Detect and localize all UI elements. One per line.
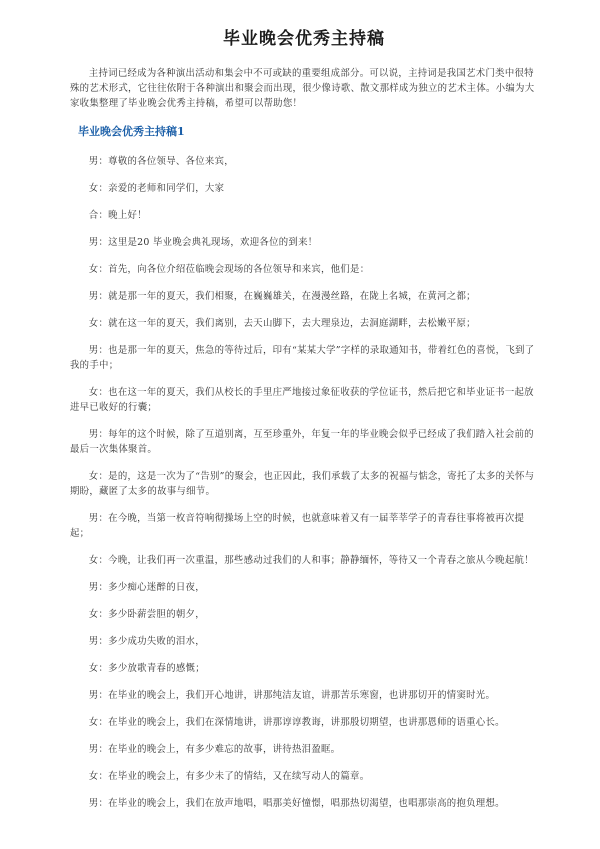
script-line: 男：这里是20 毕业晚会典礼现场，欢迎各位的到来！	[88, 237, 318, 248]
script-line: 男：在毕业的晚会上，我们在放声地唱，唱那美好憧憬，唱那热切渴望，也唱那崇高的抱负理想。	[88, 798, 505, 809]
script-line: 男：在毕业的晚会上，我们开心地讲，讲那纯洁友谊，讲那苦乐寒窗，也讲那切开的情窦时光。	[88, 690, 496, 701]
script-line: 男：多少痴心迷醉的日夜，	[88, 582, 205, 593]
script-line: 女：多少放歌青春的感慨；	[88, 663, 205, 674]
script-line: 女：亲爱的老师和同学们，大家	[88, 183, 225, 194]
script-line: 女：在毕业的晚会上，有多少未了的情结，又在续写动人的篇章。	[88, 771, 370, 782]
script-line: 女：多少卧薪尝胆的朝夕，	[88, 609, 205, 620]
page-title: 毕业晚会优秀主持稿	[223, 29, 385, 49]
script-line: 女：在毕业的晚会上，我们在深情地讲，讲那谆谆教诲，讲那殷切期望，也讲那恩师的语重心长。	[88, 717, 505, 728]
intro-paragraph: 主持词已经成为各种演出活动和集会中不可或缺的重要组成部分。可以说，主持词是我国艺术门类中很特殊的艺术形式，它往往依附于各种演出和聚会而出现，很少像诗歌、散文那样成为独立的艺术主体。小编为大家收集整理了毕业晚会优秀主持稿，希望可以帮助您！	[70, 68, 535, 109]
script-line: 女：今晚，让我们再一次重温，那些感动过我们的人和事；静静缅怀，等待又一个青春之旅从今晚起航！	[88, 555, 534, 566]
script-line: 男：在今晚，当第一枚音符响彻操场上空的时候，也就意味着又有一届莘莘学子的青春往事将被再次提起；	[70, 513, 525, 539]
script-line: 女：也在这一年的夏天，我们从校长的手里庄严地接过象征收获的学位证书，然后把它和毕业证书一起放进早已收好的行囊；	[70, 387, 534, 413]
script-line: 男：也是那一年的夏天，焦急的等待过后，印有“某某大学”字样的录取通知书，带着红色的喜悦，飞到了我的手中；	[70, 345, 535, 371]
script-line: 女：首先，向各位介绍莅临晚会现场的各位领导和来宾，他们是：	[88, 264, 370, 275]
script-line: 男：每年的这个时候，除了互道别离，互至珍重外，年复一年的毕业晚会似乎已经成了我们踏入社会前的最后一次集体聚首。	[70, 429, 534, 455]
script-line: 女：是的，这是一次为了“告别”的聚会，也正因此，我们承载了太多的祝福与惦念，寄托了太多的关怀与期盼，藏匿了太多的故事与细节。	[70, 471, 535, 497]
script-line: 男：多少成功失败的泪水，	[88, 636, 205, 647]
script-lines	[70, 154, 538, 811]
script-line: 男：在毕业的晚会上，有多少难忘的故事，讲待热泪盈眶。	[88, 744, 341, 755]
script-line: 女：就在这一年的夏天，我们离别，去天山脚下，去大理泉边，去洞庭湖畔，去松嫩平原；	[88, 318, 476, 329]
section-heading: 毕业晚会优秀主持稿1	[78, 125, 185, 138]
script-line: 男：就是那一年的夏天，我们相聚，在巍巍雄关，在漫漫丝路，在陇上名城，在黄河之都；	[88, 291, 476, 302]
script-line: 合：晚上好！	[88, 210, 147, 221]
script-line: 男：尊敬的各位领导、各位来宾，	[88, 156, 234, 167]
